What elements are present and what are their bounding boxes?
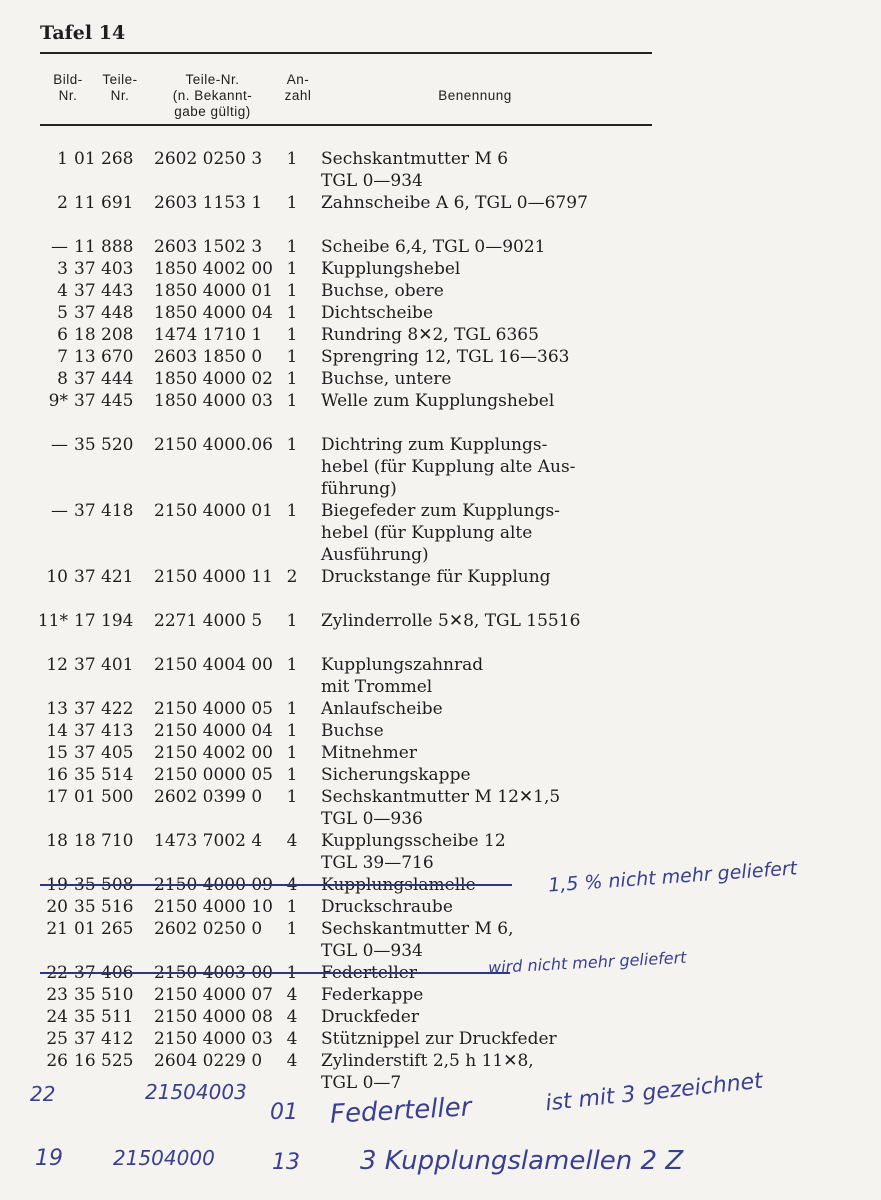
quantity: 1 — [286, 743, 298, 763]
description-continuation: Ausführung) — [321, 545, 429, 565]
description-continuation: hebel (für Kupplung alte — [321, 523, 533, 543]
table-row — [0, 236, 881, 258]
strike-row-22 — [40, 972, 510, 974]
new-part-number: 2150 4000 09 — [154, 875, 273, 895]
bild-number: 3 — [57, 259, 68, 279]
quantity: 1 — [286, 193, 298, 213]
description: Sprengring 12, TGL 16—363 — [321, 347, 570, 367]
bild-number: 23 — [46, 985, 68, 1005]
table-row — [0, 896, 881, 918]
bild-number: 16 — [46, 765, 68, 785]
table-row — [0, 368, 881, 390]
new-part-number: 2602 0250 3 — [154, 149, 263, 169]
description: Sechskantmutter M 12✕1,5 — [321, 787, 561, 807]
table-row — [0, 1028, 881, 1050]
new-part-number: 1850 4000 03 — [154, 391, 273, 411]
new-part-number: 2271 4000 5 — [154, 611, 263, 631]
bild-number: 19 — [46, 875, 68, 895]
description: Sechskantmutter M 6 — [321, 149, 509, 169]
header-teile-line2: Nr. — [110, 88, 130, 103]
description: Anlaufscheibe — [321, 699, 443, 719]
description: Sicherungskappe — [321, 765, 471, 785]
part-number: 35 508 — [74, 875, 134, 895]
table-row — [0, 918, 881, 940]
description: Buchse, obere — [321, 281, 444, 301]
part-number: 37 405 — [74, 743, 134, 763]
header-teile-line1: Teile- — [102, 72, 138, 87]
part-number: 37 422 — [74, 699, 134, 719]
table-row — [0, 302, 881, 324]
description: Druckstange für Kupplung — [321, 567, 551, 587]
description-continuation: mit Trommel — [321, 677, 433, 697]
part-number: 37 418 — [74, 501, 134, 521]
new-part-number: 1473 7002 4 — [154, 831, 263, 851]
handwritten-line2-number: 21504000 — [113, 1146, 215, 1170]
table-row — [0, 1050, 881, 1072]
new-part-number: 2604 0229 0 — [154, 1051, 263, 1071]
top-rule — [40, 52, 652, 54]
table-row — [0, 786, 881, 808]
handwritten-line1-bild: 22 — [30, 1082, 56, 1106]
part-number: 17 194 — [74, 611, 134, 631]
quantity: 4 — [286, 831, 298, 851]
table-row — [0, 258, 881, 280]
table-row — [0, 654, 881, 676]
quantity: 4 — [286, 985, 298, 1005]
description-continuation: TGL 39—716 — [321, 853, 434, 873]
part-number: 01 500 — [74, 787, 134, 807]
part-number: 35 516 — [74, 897, 134, 917]
header-teile — [92, 72, 148, 104]
description-continuation: hebel (für Kupplung alte Aus- — [321, 457, 576, 477]
new-part-number: 2150 4000 04 — [154, 721, 273, 741]
new-part-number: 2150 4000 10 — [154, 897, 273, 917]
description-continuation: TGL 0—934 — [321, 941, 423, 961]
part-number: 37 406 — [74, 963, 134, 983]
new-part-number: 1850 4002 00 — [154, 259, 273, 279]
header-neu-line3: gabe gültig) — [174, 104, 251, 119]
new-part-number: 2150 4000 03 — [154, 1029, 273, 1049]
table-row — [0, 434, 881, 456]
new-part-number: 2603 1850 0 — [154, 347, 263, 367]
description: Federkappe — [321, 985, 424, 1005]
quantity: 1 — [286, 347, 298, 367]
quantity: 1 — [286, 919, 298, 939]
quantity: 4 — [286, 1051, 298, 1071]
bild-number: 1 — [57, 149, 68, 169]
table-row — [0, 192, 881, 214]
new-part-number: 1850 4000 01 — [154, 281, 273, 301]
bild-number: 14 — [46, 721, 68, 741]
description-continuation: TGL 0—934 — [321, 171, 423, 191]
description: Zylinderstift 2,5 h 11✕8, — [321, 1051, 534, 1071]
quantity: 1 — [286, 259, 298, 279]
header-bild-line2: Nr. — [58, 88, 78, 103]
description: Stütznippel zur Druckfeder — [321, 1029, 557, 1049]
bild-number: 2 — [57, 193, 68, 213]
table-row — [0, 742, 881, 764]
quantity: 1 — [286, 963, 298, 983]
bild-number: 4 — [57, 281, 68, 301]
quantity: 1 — [286, 325, 298, 345]
table-row — [0, 1006, 881, 1028]
handwritten-line1-remark: ist mit 3 gezeichnet — [544, 1068, 764, 1117]
part-number: 37 421 — [74, 567, 134, 587]
strike-row-19 — [40, 884, 512, 886]
description-continuation: TGL 0—7 — [321, 1073, 402, 1093]
handwritten-line1-suffix: 01 — [270, 1100, 298, 1125]
description: Welle zum Kupplungshebel — [321, 391, 555, 411]
new-part-number: 1850 4000 04 — [154, 303, 273, 323]
header-anzahl — [278, 72, 318, 104]
part-number: 13 670 — [74, 347, 134, 367]
quantity: 1 — [286, 391, 298, 411]
description: Scheibe 6,4, TGL 0—9021 — [321, 237, 546, 257]
description: Kupplungshebel — [321, 259, 461, 279]
table-row — [0, 610, 881, 632]
part-number: 37 443 — [74, 281, 134, 301]
header-anzahl-line2: zahl — [284, 88, 312, 103]
header-rule — [40, 124, 652, 126]
quantity: 1 — [286, 611, 298, 631]
new-part-number: 2150 4000 07 — [154, 985, 273, 1005]
part-number: 11 691 — [74, 193, 134, 213]
table-row — [0, 324, 881, 346]
table-row — [0, 830, 881, 852]
bild-number: 15 — [46, 743, 68, 763]
bild-number: 17 — [46, 787, 68, 807]
new-part-number: 2602 0399 0 — [154, 787, 263, 807]
new-part-number: 2150 0000 05 — [154, 765, 273, 785]
header-neu-line1: Teile-Nr. — [185, 72, 240, 87]
new-part-number: 2150 4000 11 — [154, 567, 273, 587]
header-anzahl-line1: An- — [286, 72, 310, 87]
bild-number: — — [51, 501, 68, 521]
table-row — [0, 280, 881, 302]
bild-number: 6 — [57, 325, 68, 345]
part-number: 37 445 — [74, 391, 134, 411]
quantity: 1 — [286, 369, 298, 389]
bild-number: 7 — [57, 347, 68, 367]
description: Biegefeder zum Kupplungs- — [321, 501, 560, 521]
description: Dichtscheibe — [321, 303, 434, 323]
header-bild — [40, 72, 96, 104]
bild-number: 24 — [46, 1007, 68, 1027]
part-number: 37 448 — [74, 303, 134, 323]
new-part-number: 2150 4000 01 — [154, 501, 273, 521]
bild-number: 18 — [46, 831, 68, 851]
description: Kupplungszahnrad — [321, 655, 484, 675]
part-number: 37 412 — [74, 1029, 134, 1049]
table-row — [0, 698, 881, 720]
quantity: 1 — [286, 303, 298, 323]
handwritten-line2-bild: 19 — [35, 1146, 63, 1171]
handwritten-line2-remark: 3 Kupplungslamellen 2 Z — [360, 1146, 684, 1176]
quantity: 4 — [286, 1029, 298, 1049]
new-part-number: 2150 4004 00 — [154, 655, 273, 675]
bild-number: 8 — [57, 369, 68, 389]
bild-number: 5 — [57, 303, 68, 323]
new-part-number: 2602 0250 0 — [154, 919, 263, 939]
new-part-number: 2150 4000.06 — [154, 435, 273, 455]
part-number: 11 888 — [74, 237, 134, 257]
description: Federteller — [321, 963, 417, 983]
description: Rundring 8✕2, TGL 6365 — [321, 325, 539, 345]
part-number: 01 265 — [74, 919, 134, 939]
header-benennung: Benennung — [438, 88, 512, 103]
new-part-number: 2150 4000 08 — [154, 1007, 273, 1027]
part-number: 35 514 — [74, 765, 134, 785]
quantity: 2 — [286, 567, 298, 587]
description: Buchse, untere — [321, 369, 452, 389]
quantity: 1 — [286, 435, 298, 455]
quantity: 1 — [286, 149, 298, 169]
handwritten-line2-suffix: 13 — [272, 1150, 300, 1175]
bild-number: 21 — [46, 919, 68, 939]
table-row — [0, 984, 881, 1006]
description-continuation: TGL 0—936 — [321, 809, 423, 829]
part-number: 16 525 — [74, 1051, 134, 1071]
bild-number: 12 — [46, 655, 68, 675]
description: Dichtring zum Kupplungs- — [321, 435, 548, 455]
description: Sechskantmutter M 6, — [321, 919, 514, 939]
bild-number: — — [51, 237, 68, 257]
table-row — [0, 720, 881, 742]
bild-number: — — [51, 435, 68, 455]
quantity: 1 — [286, 501, 298, 521]
table-row — [0, 390, 881, 412]
handwritten-note-19: 1,5 % nicht mehr geliefert — [547, 857, 798, 897]
bild-number: 26 — [46, 1051, 68, 1071]
bild-number: 9* — [48, 391, 68, 411]
description: Kupplungsscheibe 12 — [321, 831, 506, 851]
description: Kupplungslamelle — [321, 875, 476, 895]
part-number: 35 511 — [74, 1007, 134, 1027]
quantity: 1 — [286, 281, 298, 301]
bild-number: 20 — [46, 897, 68, 917]
description: Druckfeder — [321, 1007, 419, 1027]
new-part-number: 2603 1153 1 — [154, 193, 263, 213]
handwritten-line1-name: Federteller — [329, 1092, 473, 1130]
part-number: 37 403 — [74, 259, 134, 279]
header-neu — [150, 72, 275, 120]
table-row — [0, 500, 881, 522]
description: Zahnscheibe A 6, TGL 0—6797 — [321, 193, 588, 213]
quantity: 4 — [286, 875, 298, 895]
table-row — [0, 148, 881, 170]
new-part-number: 1474 1710 1 — [154, 325, 263, 345]
quantity: 1 — [286, 237, 298, 257]
new-part-number: 2150 4000 05 — [154, 699, 273, 719]
description: Zylinderrolle 5✕8, TGL 15516 — [321, 611, 581, 631]
part-number: 37 401 — [74, 655, 134, 675]
quantity: 1 — [286, 655, 298, 675]
part-number: 01 268 — [74, 149, 134, 169]
header-bild-line1: Bild- — [53, 72, 83, 87]
quantity: 4 — [286, 1007, 298, 1027]
quantity: 1 — [286, 721, 298, 741]
part-number: 37 413 — [74, 721, 134, 741]
new-part-number: 2603 1502 3 — [154, 237, 263, 257]
bild-number: 25 — [46, 1029, 68, 1049]
table-row — [0, 346, 881, 368]
table-row — [0, 764, 881, 786]
bild-number: 13 — [46, 699, 68, 719]
part-number: 18 208 — [74, 325, 134, 345]
quantity: 1 — [286, 699, 298, 719]
description: Druckschraube — [321, 897, 453, 917]
handwritten-line1-number: 21504003 — [145, 1080, 247, 1104]
part-number: 18 710 — [74, 831, 134, 851]
page-title: Tafel 14 — [40, 22, 126, 44]
description: Buchse — [321, 721, 384, 741]
description: Mitnehmer — [321, 743, 417, 763]
header-neu-line2: (n. Bekannt- — [172, 88, 253, 103]
part-number: 35 520 — [74, 435, 134, 455]
description-continuation: führung) — [321, 479, 397, 499]
part-number: 35 510 — [74, 985, 134, 1005]
quantity: 1 — [286, 897, 298, 917]
new-part-number: 2150 4003 00 — [154, 963, 273, 983]
handwritten-note-22: wird nicht mehr geliefert — [487, 947, 687, 978]
bild-number: 22 — [46, 963, 68, 983]
quantity: 1 — [286, 787, 298, 807]
bild-number: 11* — [37, 611, 68, 631]
quantity: 1 — [286, 765, 298, 785]
new-part-number: 2150 4002 00 — [154, 743, 273, 763]
table-row — [0, 566, 881, 588]
part-number: 37 444 — [74, 369, 134, 389]
bild-number: 10 — [46, 567, 68, 587]
new-part-number: 1850 4000 02 — [154, 369, 273, 389]
